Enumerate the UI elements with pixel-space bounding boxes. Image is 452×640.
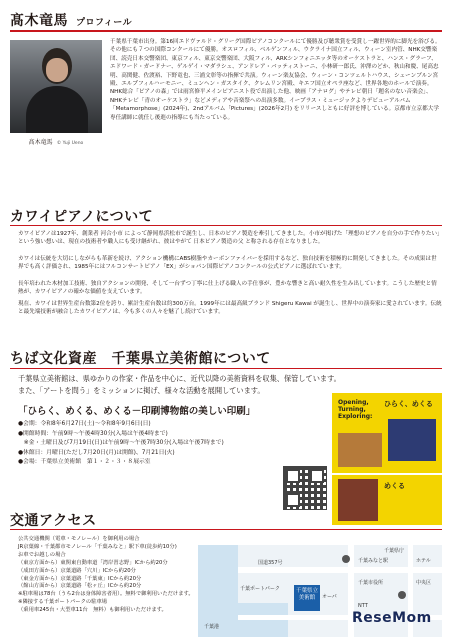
access-line: ※隣接する千葉ポートパークの駐車場: [18, 599, 108, 606]
access-line: （成田方面から）京葉道路「穴川」ICから約20分: [18, 567, 136, 574]
map-label: 千葉ポートパーク: [240, 586, 280, 592]
exhibition-detail-line: ●会期：令和8年6月27日(土)～令和8年9月6日(日): [18, 421, 151, 427]
map-museum-marker: 千葉県立美術館: [294, 585, 320, 611]
exhibition-title: 「ひらく、めくる、めくる－印刷博物館の美しい印刷」: [18, 406, 256, 417]
kawai-heading: カワイピアノについて: [10, 209, 154, 225]
poster-english-title: Opening, Turning, Exploring:: [338, 399, 373, 420]
map-label: 千葉港: [204, 624, 220, 630]
kawai-p4: 現在、カワイは世界生産台数第2位を誇り、累計生産台数は約300万台。1999年には最高級ブランド Shigeru Kawai が誕生し、世界中の演奏家に愛されています。伝統と最先端技術が融合したカワイピアノは、今も多くの人々を魅了し続けています。: [18, 301, 442, 316]
access-heading: 交通アクセス: [10, 513, 97, 529]
photo-caption-name: 髙木竜馬: [28, 139, 53, 146]
exhibition-detail-line: ●会場：千葉県立美術館 第１・２・３・８展示室: [18, 459, 151, 465]
portrait-photo: [10, 40, 102, 133]
map-label: 中央区: [416, 580, 432, 586]
poster-subtitle: めくる: [384, 482, 405, 490]
profile-subtitle: プロフィール: [76, 18, 133, 28]
access-line: （東京方面から）東関東自動車道「湾岸習志野」ICから約20分: [18, 559, 168, 566]
resemom-watermark: ReseMom: [352, 610, 432, 626]
museum-rule: [10, 368, 442, 369]
access-line: お車でお越しの場合: [18, 551, 66, 558]
map-label: 国道357号: [258, 560, 283, 566]
exhibition-detail-line: ※金・土曜日及び7月19日(日)は午前9時～午後7時30分(入場は午後7時まで): [18, 440, 224, 446]
poster-japanese-title: ひらく、めくる: [384, 400, 433, 408]
kawai-p2: カワイは伝統を大切にしながらも革新を続け、アクション機構にABS樹脂やカーボンファイバーを採用するなど、独自技術を積極的に開発してきました。その成果は世界でも高く評価され、1985年にはフルコンサートピアノ「EX」がショパン国際ピアノコンクールの公式ピアノに選ばれています。: [18, 256, 437, 271]
profile-rule: [10, 30, 442, 32]
exhibition-poster: [332, 393, 442, 473]
museum-text-2: また、「アートを問う」をミッションに掲げ、様々な活動を展開しています。: [18, 386, 265, 395]
exhibition-details: [18, 420, 278, 468]
access-line: 公共交通機関（電車・モノレール）を御利用の場合: [18, 536, 140, 542]
map-label: ホテル: [416, 558, 431, 564]
profile-heading: [10, 10, 132, 30]
access-line: ※駐車場は78台（うち2台は身体障害者用）。無料で御利用いただけます。: [18, 591, 194, 598]
access-lines: [18, 536, 198, 615]
museum-heading: ちば文化資産 千葉県立美術館について: [10, 351, 271, 367]
qr-code-icon[interactable]: [283, 466, 327, 510]
photo-credit: © Yuji Ueno: [56, 141, 84, 146]
access-line: JR京葉線・千葉都市モノレール「千葉みなと」駅下車(徒歩約10分): [18, 543, 177, 550]
access-line: （館山方面から）京葉道路「松ヶ丘」ICから約20分: [18, 583, 142, 590]
exhibition-detail-line: ●開館時間：午前9時～午後4時30分(入場は午後4時まで): [18, 430, 168, 437]
map-label: NTT: [358, 603, 368, 609]
map-label: 千葉みなと駅: [358, 558, 389, 564]
exhibition-detail-line: ●休館日：月曜日(ただし7月20日(月)は開館)、7月21日(火): [18, 449, 175, 456]
access-rule: [10, 529, 442, 530]
profile-text: 千葉県千葉市出身。第16回エドヴァルド・グリーグ国際ピアノコンクールにて優勝及び聴衆賞を受賞し一躍世界的に脚光を浴びる。その他にも７つの国際コンクールにて優勝。オスロフィル、ベルゲンフィル、ウクライナ国立フィル、ウィーン室内管、NHK交響楽団、読売日本交響楽団、東京フィル、東京交響楽団、大阪フィル、ARKシンフォニエッタ等のオーケストラと、ハンス・グラーフ、エドワード・ガードナー、ゲルゲイ・マダラシュ、アンドレア・バッティストーニ、小林研一郎氏、沖澤のどか、秋山和慶、尾高忠明、高関健、佐渡裕、下野竜也、三浦文彰等の指揮で共演。ウィーン楽友協会、ウィーン・コンツェルトハウス、シェーンブルン宮殿、エルプフィルハーモニー、ミュンヘン・ガスタイク、クレムリン宮殿、キエフ国立オペラ座など、世界各地のホールで演奏。NHK総合「ピアノの森」では雨宮修平メインピアニスト役で出演した他、映画「アナログ」やテレビ朝日「題名のない音楽会」、NHKテレビ「青のオーケストラ」などメディアや音楽祭への出演多数。イープラス・ミュージックよりデビューアルバム「Metamorphose」(2024年)、2ndアルバム「Pictures」(2026年2月) をリリースしともに好評を博している。京都市立京都大学専任講師に就任し後進の指導にも当たっている。: [110, 39, 441, 121]
map-label: 千葉市役所: [358, 580, 384, 586]
access-line: （東金方面から）京葉道路「千葉東」ICから約20分: [18, 575, 142, 582]
map-label: 千葉県庁: [384, 548, 405, 554]
profile-name: 髙木竜馬: [10, 13, 68, 29]
kawai-p1: カワイピアノは1927年、創業者 河合小市 によって静岡県浜松市で誕生し、日本のピアノ製造を牽引してきました。小市が掲げた「理想のピアノを自分の手で作りたい」という強い想いは、現在の技術者や職人にも受け継がれ、彼はやがて 日本ピアノ製造の父 と称される存在となりました。: [18, 231, 440, 246]
exhibition-poster-lower: [332, 475, 442, 525]
map-label: オーパ: [322, 594, 337, 600]
photo-caption: [10, 137, 102, 146]
kawai-rule: [10, 225, 442, 226]
museum-text-1: 千葉県立美術館は、県ゆかりの作家・作品を中心に、近代以降の美術資料を収集、保管しています。: [18, 374, 341, 383]
access-line: （乗用車245台・大型車11台 無料）も御利用いただけます。: [18, 607, 167, 614]
kawai-p3: 長年培われた木材加工技術、独自アクションの開発、そして一台ずつ丁寧に仕上げる職人の手仕事が、豊かな響きと高い耐久性を生み出しています。こうした歴史と情熱が、カワイピアノの確かな価値を支えています。: [18, 281, 437, 296]
